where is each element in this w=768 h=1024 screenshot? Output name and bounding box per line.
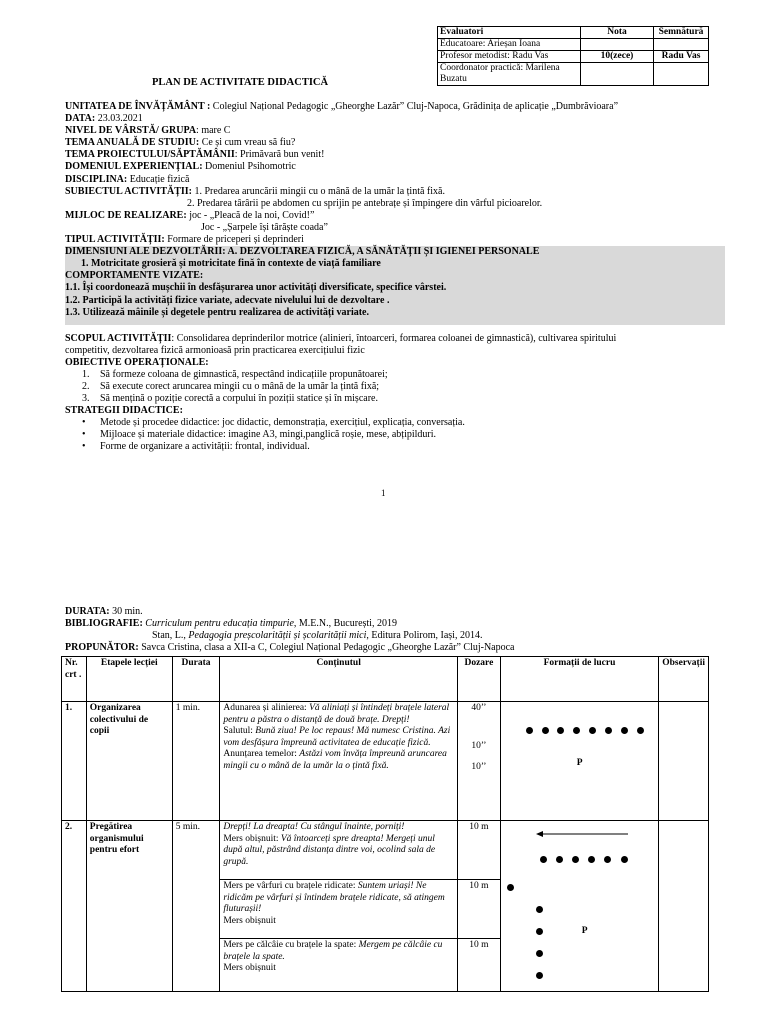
project-label: TEMA PROIECTULUI/SĂPTĂMÂNII <box>65 149 235 161</box>
bibliography-line-2 <box>65 630 725 642</box>
teacher-marker: P <box>581 926 588 936</box>
header-duration: Durata <box>172 657 220 702</box>
row-content <box>220 880 458 939</box>
subject-value-1: 1. Predarea aruncării mingii cu o mână de la umăr la țintă fixă. <box>192 185 445 197</box>
child-dot-icon <box>604 856 611 863</box>
child-dot-icon <box>536 950 543 957</box>
objectives-list <box>65 369 725 405</box>
teacher-marker: P <box>576 758 583 768</box>
row-observations <box>659 821 709 992</box>
child-dot-icon <box>526 727 533 734</box>
dose-value: 10’’ <box>471 740 487 751</box>
subject-line <box>65 186 725 198</box>
content-label: Mers pe călcâie cu brațele la spate: <box>223 940 359 950</box>
objective-number: 3. <box>82 393 90 405</box>
strategy-item <box>65 441 725 453</box>
objective-text: Să mențină o poziție corectă a corpului în poziții statice și în mișcare. <box>100 393 378 405</box>
level-line <box>65 125 725 137</box>
bibliography-rest-1: , M.E.N., București, 2019 <box>293 618 397 630</box>
header-observations: Observații <box>659 657 709 702</box>
duration-line <box>65 606 725 618</box>
lesson-table-header <box>62 657 709 702</box>
dose-value: 10’’ <box>471 762 487 773</box>
content-label: Salutul: <box>223 726 256 737</box>
bibliography-label: BIBLIOGRAFIE: <box>65 618 143 630</box>
bibliography-title-2: Pedagogia preșcolarității și școlarității mici <box>188 630 367 642</box>
scope-value-1: : Consolidarea deprinderilor motrice (alinieri, întoarceri, formarea coloanei de gimnastică), cultivarea spiritului <box>171 332 617 344</box>
subject-label: SUBIECTUL ACTIVITĂȚII: <box>65 185 192 197</box>
project-value: : Primăvară bun venit! <box>234 149 325 161</box>
dimensions-sub: 1. Motricitate grosieră și motricitate fină în contexte de viață familiare <box>81 258 381 270</box>
strategy-text: Metode și procedee didactice: joc didactic, demonstrația, exercițiul, explicația, conversația. <box>100 417 465 429</box>
row-dose: 10 m <box>458 880 501 939</box>
header-formation: Formații de lucru <box>500 657 659 702</box>
child-dot-icon <box>507 884 514 891</box>
eval-signature: Radu Vas <box>654 51 709 63</box>
bibliography-rest-2: , Editura Polirom, Iași, 2014. <box>366 630 483 642</box>
discipline-value: Educație fizică <box>127 173 190 185</box>
duration-value: 30 min. <box>109 606 143 617</box>
child-dot-icon <box>637 727 644 734</box>
content-block <box>223 726 454 749</box>
scope-line <box>65 333 725 345</box>
type-label: TIPUL ACTIVITĂȚII: <box>65 234 165 246</box>
row-observations <box>659 702 709 821</box>
child-dot-icon <box>621 727 628 734</box>
content-text: Suntem uriași! Ne ridicăm pe vârfuri și întindem brațele ridicate, să atingem fluturașii! <box>223 881 445 915</box>
dose-value: 40’’ <box>471 703 487 713</box>
content-label: Anunțarea temelor: <box>223 749 300 760</box>
content-text: Mergem pe călcâie cu brațele la spate. <box>223 940 443 962</box>
child-dot-icon <box>540 856 547 863</box>
arrow-left-icon <box>536 830 630 838</box>
activity-info-2 <box>65 606 725 654</box>
project-theme-line <box>65 149 725 161</box>
child-dot-icon <box>605 727 612 734</box>
eval-cell <box>581 39 654 51</box>
row-number: 2. <box>62 821 87 992</box>
development-box <box>65 246 725 324</box>
eval-cell <box>581 63 654 86</box>
activity-info <box>65 101 725 454</box>
page-number: 1 <box>381 488 386 498</box>
evaluators-table <box>437 26 709 86</box>
eval-header-evaluator: Evaluatori <box>438 27 581 39</box>
strategy-item <box>65 417 725 429</box>
discipline-line <box>65 174 725 186</box>
child-dot-icon <box>536 928 543 935</box>
domain-line <box>65 161 725 173</box>
behavior-item: 1.2. Participă la activități fizice variate, adecvate nivelului lui de dezvoltare . <box>65 294 390 306</box>
header-dose: Dozare <box>458 657 501 702</box>
content-text: Drepți! La dreapta! Cu stângul înainte, porniți! <box>223 822 405 832</box>
dimensions-label: DIMENSIUNI ALE DEZVOLTĂRII: <box>65 246 226 258</box>
dimensions-value: A. DEZVOLTAREA FIZICĂ, A SĂNĂTĂȚII ȘI IGIENEI PERSONALE <box>225 246 540 258</box>
strategies-list <box>65 417 725 453</box>
eval-cell <box>654 39 709 51</box>
behavior-item: 1.1. Își coordonează mușchii în desfășurarea unor activități diversificate, specifice vârstei. <box>65 282 447 294</box>
content-label: Mers obișnuit: <box>223 833 281 844</box>
objective-item <box>65 381 725 393</box>
level-value: : mare C <box>196 125 231 137</box>
content-block <box>223 703 454 726</box>
content-label: Adunarea și alinierea: <box>223 703 310 713</box>
bibliography-line <box>65 618 725 630</box>
unit-label: UNITATEA DE ÎNVĂȚĂMÂNT : <box>65 101 211 112</box>
objective-item <box>65 393 725 405</box>
annual-label: TEMA ANUALĂ DE STUDIU: <box>65 137 200 149</box>
header-content: Conținutul <box>220 657 458 702</box>
row-dose: 10 m <box>458 821 501 880</box>
row-formation <box>500 821 659 992</box>
bullet-icon: • <box>82 417 86 429</box>
domain-label: DOMENIUL EXPERIENȚIAL: <box>65 161 203 173</box>
means-line <box>65 210 725 222</box>
domain-value: Domeniul Psihomotric <box>202 161 296 173</box>
content-text: Bună ziua! Pe loc repaus! Mă numesc Cristina. Azi vom desfășura împreună activitatea de educație fizică. <box>223 726 451 748</box>
lesson-table <box>61 656 709 992</box>
eval-row-methodist: Profesor metodist: Radu Vas <box>438 51 581 63</box>
means-line-2: Joc - „Șarpele își târăște coada” <box>201 221 328 233</box>
type-line <box>65 234 725 246</box>
behaviors-label: COMPORTAMENTE VIZATE: <box>65 270 204 282</box>
child-dot-icon <box>572 856 579 863</box>
row-stage: Pregătirea organismului pentru efort <box>86 821 172 992</box>
date-value: 23.03.2021 <box>95 113 143 125</box>
discipline-label: DISCIPLINA: <box>65 173 128 185</box>
strategies-label: STRATEGII DIDACTICE: <box>65 405 183 417</box>
objective-number: 2. <box>82 380 90 392</box>
strategy-text: Mijloace și materiale didactice: imagine A3, mingi,panglică roșie, mese, abțipilduri. <box>100 429 437 441</box>
objective-item <box>65 369 725 381</box>
content-block <box>223 749 454 772</box>
table-row <box>62 702 709 821</box>
bullet-icon: • <box>82 441 86 453</box>
child-dot-icon <box>556 856 563 863</box>
content-end: Mers obișnuit <box>223 963 276 974</box>
child-dot-icon <box>621 856 628 863</box>
child-dot-icon <box>588 856 595 863</box>
children-line <box>526 727 644 734</box>
row-dose: 10 m <box>458 939 501 992</box>
row-dose <box>458 702 501 821</box>
row-formation <box>500 702 659 821</box>
content-text: Astăzi vom învăța împreună aruncarea mingii cu o mână de la umăr la o țintă fixă. <box>223 749 447 771</box>
proposer-label: PROPUNĂTOR: <box>65 642 139 654</box>
children-line <box>540 856 628 863</box>
proposer-line <box>65 642 725 654</box>
row-number: 1. <box>62 702 87 821</box>
row-content <box>220 939 458 992</box>
child-dot-icon <box>589 727 596 734</box>
content-text: Vă întoarceți spre dreapta! Mergeți unul după altul, păstrând distanța dintre voi, ocolind sala de grupă. <box>223 833 436 867</box>
subject-line-2: 2. Predarea târârii pe abdomen cu sprijin pe antebrațe și împingere din vârful picioarelor. <box>187 197 543 209</box>
eval-row-coordinator: Coordonator practică: Marilena Buzatu <box>438 63 581 86</box>
header-stage: Etapele lecției <box>86 657 172 702</box>
child-dot-icon <box>536 972 543 979</box>
content-end: Mers obișnuit <box>223 915 276 926</box>
child-dot-icon <box>573 727 580 734</box>
strategy-item <box>65 429 725 441</box>
objectives-label: OBIECTIVE OPERAȚIONALE: <box>65 356 209 368</box>
means-value-1: joc - „Pleacă de la noi, Covid!” <box>186 209 315 221</box>
table-row <box>62 821 709 880</box>
eval-grade: 10(zece) <box>581 51 654 63</box>
child-dot-icon <box>536 906 543 913</box>
child-dot-icon <box>542 727 549 734</box>
level-label: NIVEL DE VÂRSTĂ/ GRUPA <box>65 125 197 137</box>
objective-number: 1. <box>82 368 90 380</box>
objective-text: Să execute corect aruncarea mingii cu o mână de la umăr la țintă fixă; <box>100 380 380 392</box>
formation-diagram <box>504 822 656 982</box>
bullet-icon: • <box>82 429 86 441</box>
objective-text: Să formeze coloana de gimnastică, respectând indicațiile propunătoarei; <box>100 368 388 380</box>
dimensions-line <box>65 246 725 258</box>
duration-label: DURATA: <box>65 606 110 617</box>
eval-header-grade: Nota <box>581 27 654 39</box>
row-duration: 1 min. <box>172 702 220 821</box>
formation-diagram <box>504 703 656 813</box>
row-stage: Organizarea colectivului de copii <box>86 702 172 821</box>
row-content <box>220 821 458 880</box>
content-label: Mers pe vârfuri cu brațele ridicate: <box>223 881 358 891</box>
scope-line-2: competitiv, dezvoltarea fizică armonioasă prin practicarea exercițiului fizic <box>65 344 365 356</box>
proposer-value: Savca Cristina, clasa a XII-a C, Colegiul Național Pedagogic „Gheorghe Lazăr” Cluj-Napoca <box>138 642 515 654</box>
unit-line <box>65 101 725 113</box>
annual-value: Ce și cum vreau să fiu? <box>199 137 296 149</box>
eval-row-educator: Educatoare: Arieșan Ioana <box>438 39 581 51</box>
bibliography-title-1: Curriculum pentru educația timpurie <box>145 618 294 630</box>
behavior-item: 1.3. Utilizează mâinile și degetele pentru realizarea de activități variate. <box>65 306 369 318</box>
type-value: Formare de priceperi și deprinderi <box>164 234 304 246</box>
page-title: PLAN DE ACTIVITATE DIDACTICĂ <box>152 77 329 88</box>
content-text: Vă aliniați și întindeți brațele lateral pentru a păstra o distanță de două brațe. Drepți! <box>223 703 450 725</box>
child-dot-icon <box>557 727 564 734</box>
date-label: DATA: <box>65 113 96 125</box>
date-line <box>65 113 725 125</box>
row-duration: 5 min. <box>172 821 220 992</box>
means-label: MIJLOC DE REALIZARE: <box>65 209 187 221</box>
strategy-text: Forme de organizare a activității: frontal, individual. <box>100 441 310 453</box>
header-nr: Nr. crt . <box>62 657 87 702</box>
bibliography-author-2: Stan, L., <box>152 630 189 642</box>
eval-header-signature: Semnătură <box>654 27 709 39</box>
scope-label: SCOPUL ACTIVITĂȚII <box>65 332 172 344</box>
eval-cell <box>654 63 709 86</box>
annual-theme-line <box>65 137 725 149</box>
unit-value: Colegiul Național Pedagogic „Gheorghe Lazăr” Cluj-Napoca, Grădinița de aplicație „Dumbrăvioara” <box>210 101 619 112</box>
row-content <box>220 702 458 821</box>
